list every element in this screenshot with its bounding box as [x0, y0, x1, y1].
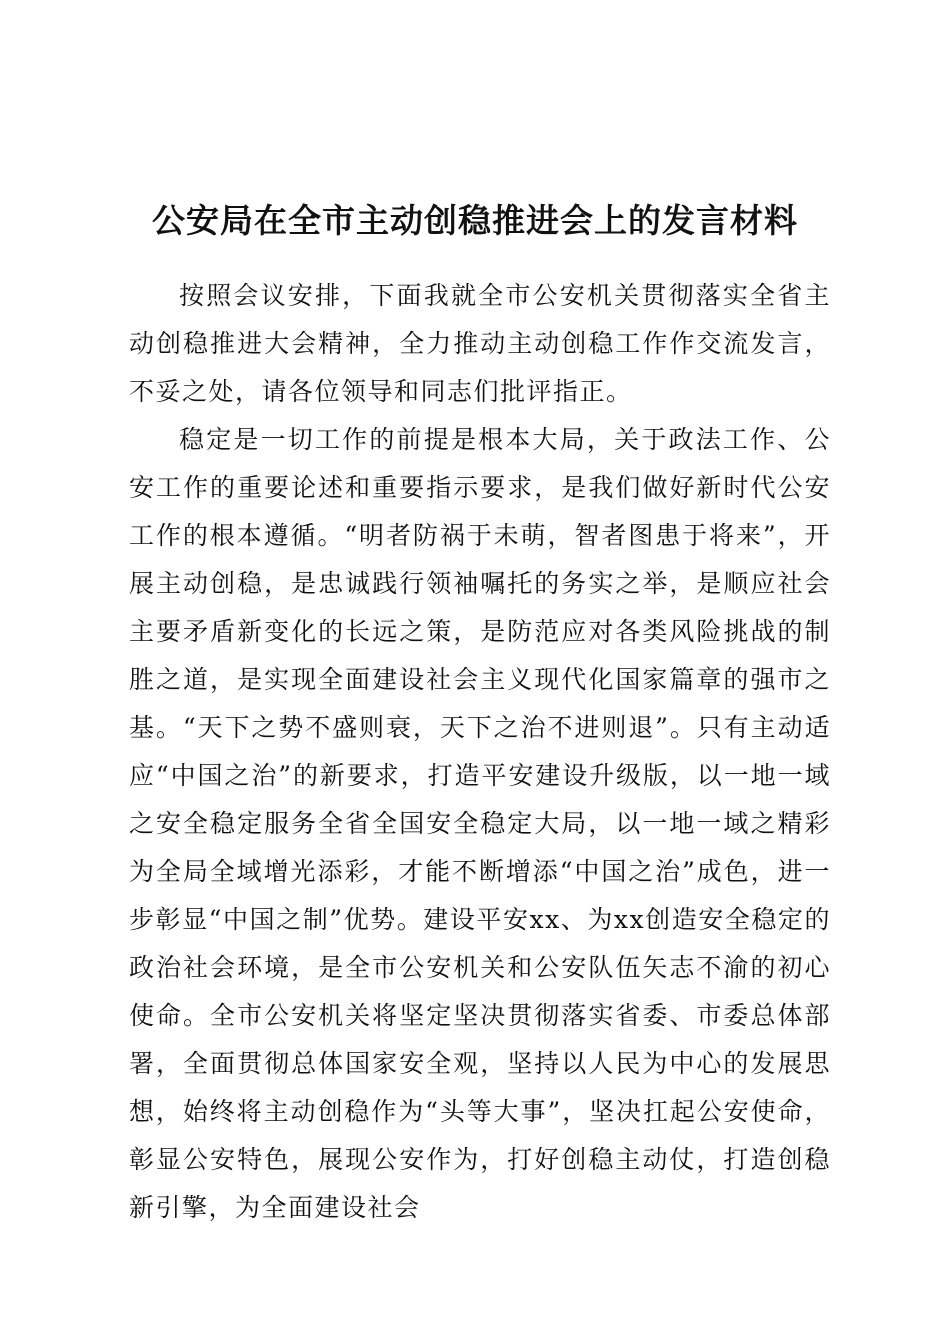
paragraph-stability: 稳定是一切工作的前提是根本大局，关于政法工作、公安工作的重要论述和重要指示要求，是我们做好新时代公安工作的根本遵循。“明者防祸于未萌，智者图患于将来”，开展主动创稳，是忠诚践行领袖嘱托的务实之举，是顺应社会主要矛盾新变化的长远之策，是防范应对各类风险挑战的制胜之道，是实现全面建设社会主义现代化国家篇章的强市之基。“天下之势不盛则衰，天下之治不进则退”。只有主动适应“中国之治”的新要求，打造平安建设升级版，以一地一域之安全稳定服务全省全国安全稳定大局，以一地一域之精彩为全局全域增光添彩，才能不断增添“中国之治”成色，进一步彰显“中国之制”优势。建设平安xx、为xx创造安全稳定的政治社会环境，是全市公安机关和公安队伍矢志不渝的初心使命。全市公安机关将坚定坚决贯彻落实省委、市委总体部署，全面贯彻总体国家安全观，坚持以人民为中心的发展思想，始终将主动创稳作为“头等大事”，坚决扛起公安使命，彰显公安特色，展现公安作为，打好创稳主动仗，打造创稳新引擎，为全面建设社会: [129, 425, 831, 1222]
paragraph-intro: 按照会议安排，下面我就全市公安机关贯彻落实全省主动创稳推进大会精神，全力推动主动创稳工作作交流发言，不妥之处，请各位领导和同志们批评指正。: [129, 281, 831, 406]
document-title: 公安局在全市主动创稳推进会上的发言材料: [152, 201, 798, 240]
document-body: [129, 272, 831, 1232]
